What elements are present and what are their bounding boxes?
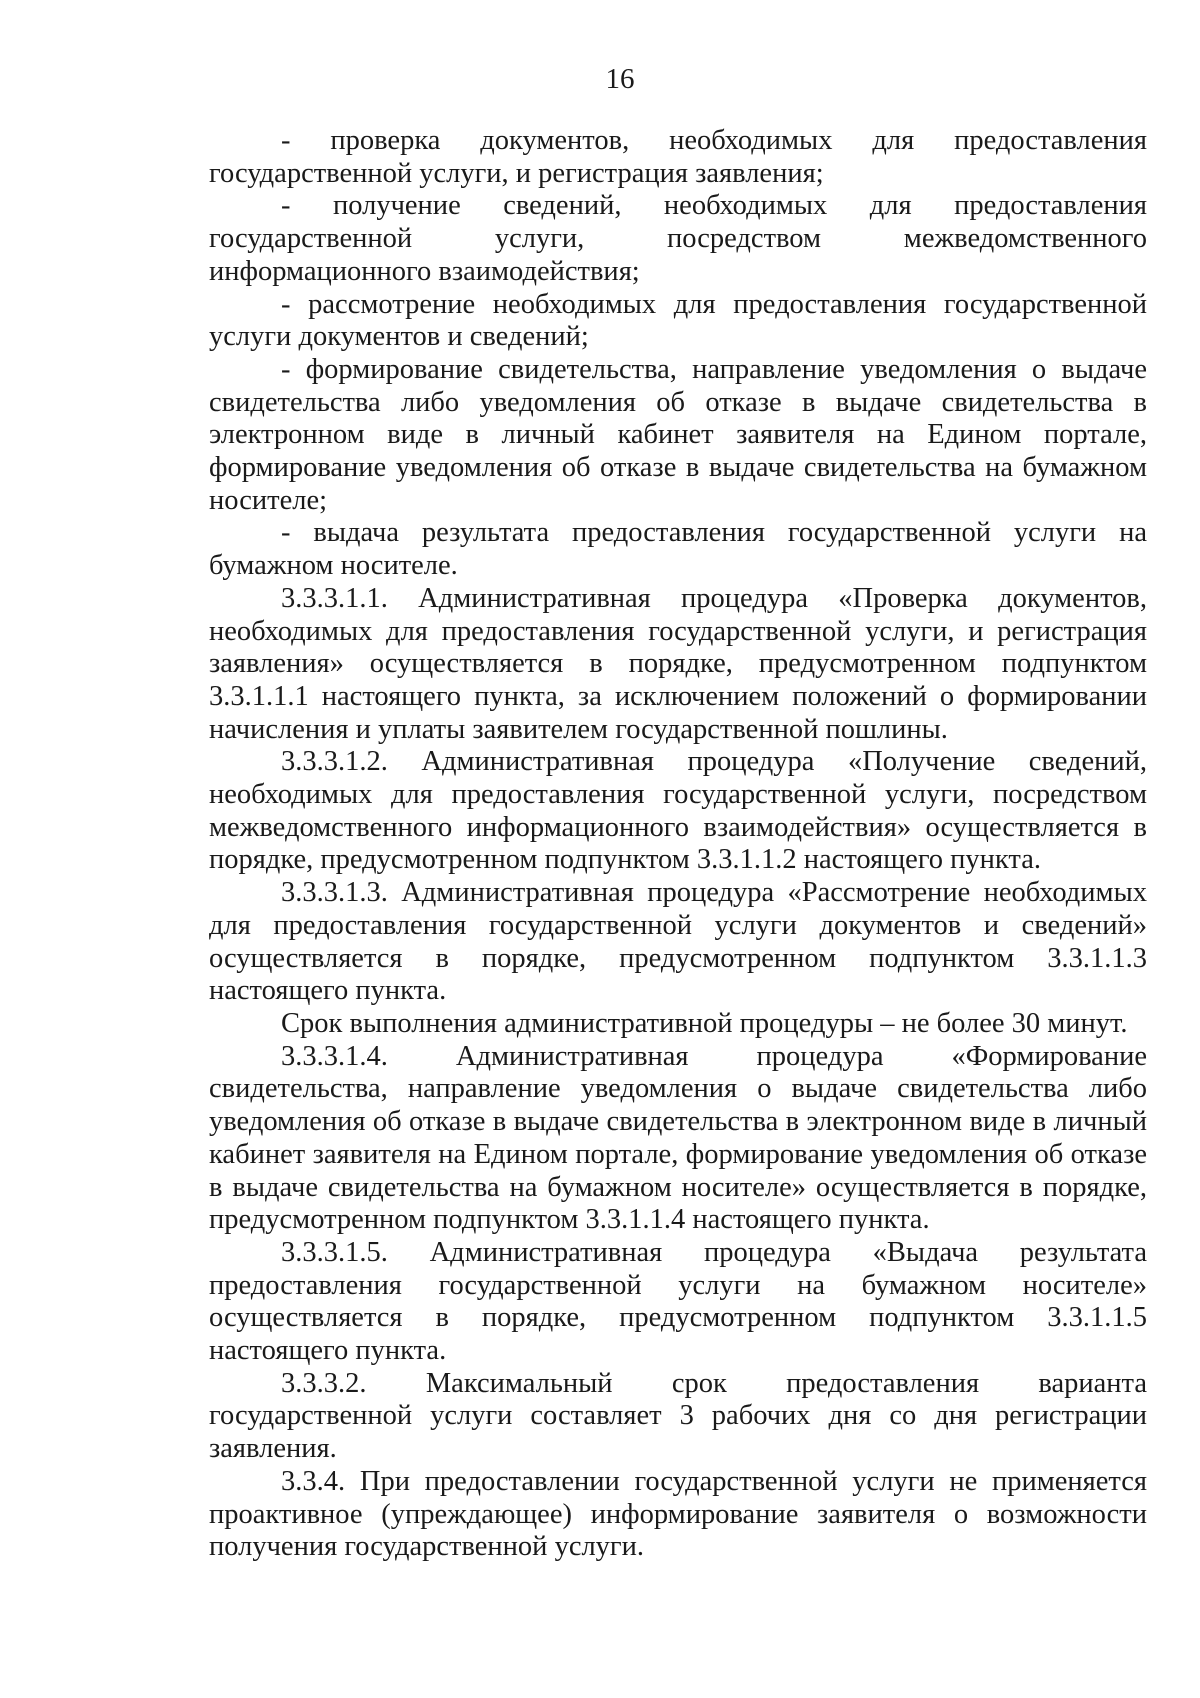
list-item-certificate-formation: - формирование свидетельства, направление уведомления о выдаче свидетельства либо уведомления об отказе в выдаче свидетельства в электронном виде в личный кабинет заявителя на Едином портале, формирование уведомления об отказе в выдаче свидетельства на бумажном носителе; <box>209 353 1147 516</box>
clause-3-3-3-1-3: 3.3.3.1.3. Административная процедура «Рассмотрение необходимых для предоставления государственной услуги документов и сведений» осуществляется в порядке, предусмотренном подпунктом 3.3.1.1.3 настоящего пункта. <box>209 877 1147 1007</box>
page-number: 16 <box>605 63 635 95</box>
clause-3-3-4: 3.3.4. При предоставлении государственной услуги не применяется проактивное (упреждающее) информирование заявителя о возможности получения государственной услуги. <box>209 1465 1147 1563</box>
document-body <box>209 125 1147 1564</box>
procedure-deadline: Срок выполнения административной процедуры – не более 30 минут. <box>281 1007 1128 1039</box>
list-item-paper-result: - выдача результата предоставления государственной услуги на бумажном носителе. <box>209 517 1147 582</box>
clause-3-3-3-1-2: 3.3.3.1.2. Административная процедура «Получение сведений, необходимых для предоставления государственной услуги, посредством межведомственного информационного взаимодействия» осуществляется в порядке, предусмотренном подпунктом 3.3.1.1.2 настоящего пункта. <box>209 746 1147 876</box>
clause-3-3-3-2: 3.3.3.2. Максимальный срок предоставления варианта государственной услуги составляет 3 рабочих дня со дня регистрации заявления. <box>209 1367 1147 1465</box>
list-item-document-check: - проверка документов, необходимых для предоставления государственной услуги, и регистрация заявления; <box>209 125 1147 189</box>
clause-3-3-3-1-4: 3.3.3.1.4. Административная процедура «Формирование свидетельства, направление уведомления о выдаче свидетельства либо уведомления об отказе в выдаче свидетельства в электронном виде в личный кабинет заявителя на Едином портале, формирование уведомления об отказе в выдаче свидетельства на бумажном носителе» осуществляется в порядке, предусмотренном подпунктом 3.3.1.1.4 настоящего пункта. <box>209 1040 1147 1236</box>
list-item-review-documents: - рассмотрение необходимых для предоставления государственной услуги документов и сведений; <box>209 288 1147 353</box>
clause-3-3-3-1-1: 3.3.3.1.1. Административная процедура «Проверка документов, необходимых для предоставления государственной услуги, и регистрация заявления» осуществляется в порядке, предусмотренном подпунктом 3.3.1.1.1 настоящего пункта, за исключением положений о формировании начисления и уплаты заявителем государственной пошлины. <box>209 582 1147 745</box>
clause-3-3-3-1-5: 3.3.3.1.5. Административная процедура «Выдача результата предоставления государственной услуги на бумажном носителе» осуществляется в порядке, предусмотренном подпунктом 3.3.1.1.5 настоящего пункта. <box>209 1236 1147 1367</box>
list-item-interagency-info: - получение сведений, необходимых для предоставления государственной услуги, посредством межведомственного информационного взаимодействия; <box>209 190 1147 287</box>
